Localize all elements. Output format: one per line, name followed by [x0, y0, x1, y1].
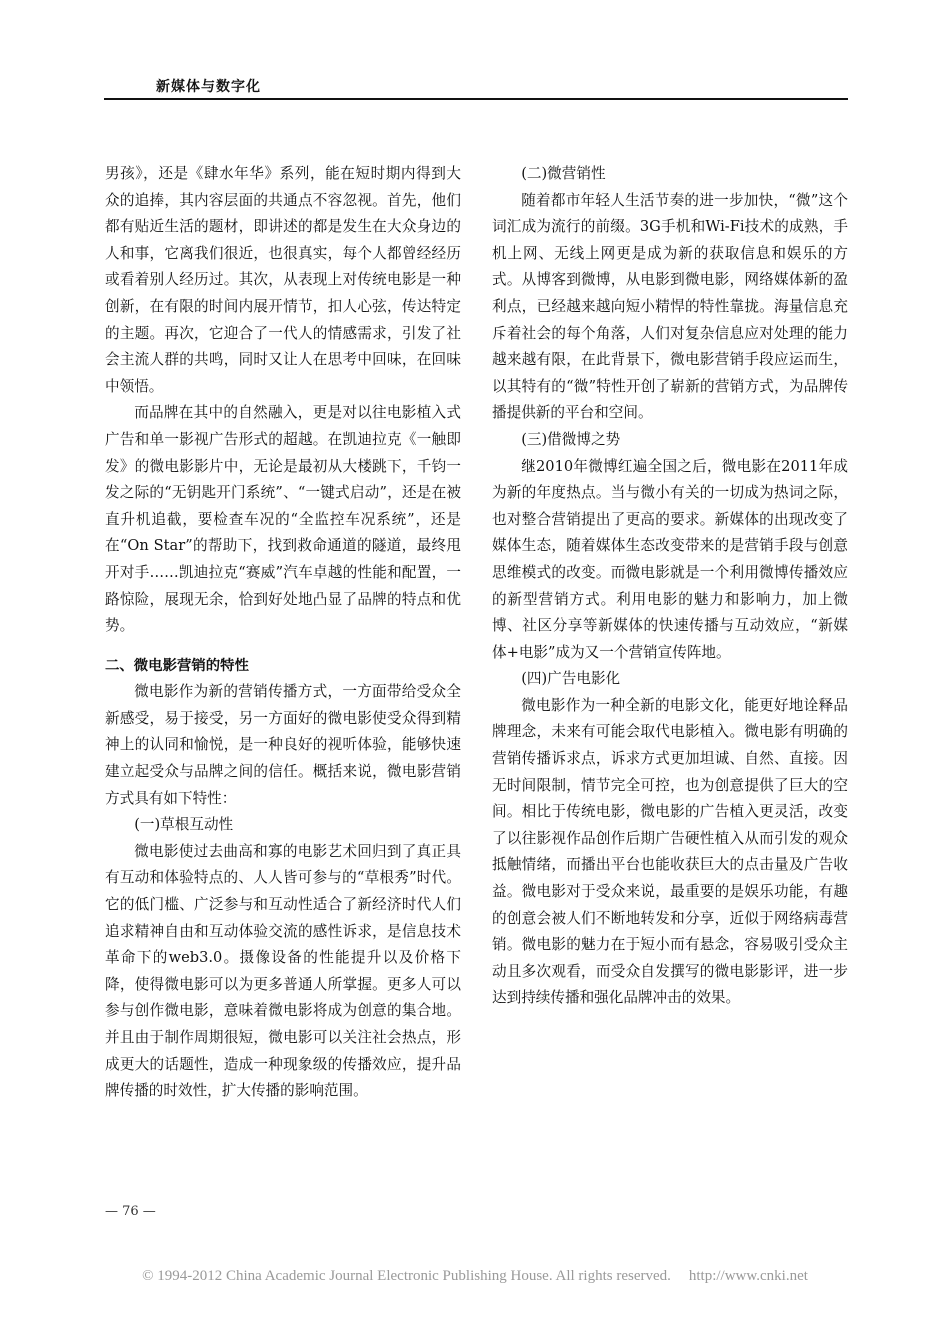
subsection-heading: (三)借微博之势	[521, 430, 621, 448]
copyright-text: © 1994-2012 China Academic Journal Electronic Publishing House. All rights reserved.	[142, 1268, 671, 1284]
journal-section-title: 新媒体与数字化	[156, 79, 261, 95]
page-number: — 76 —	[105, 1204, 156, 1219]
running-header	[104, 72, 848, 100]
right-column	[492, 161, 848, 1012]
paragraph: 微电影作为新的营销传播方式，一方面带给受众全新感受，易于接受，另一方面好的微电影使受众得到精神上的认同和愉悦，是一种良好的视听体验，能够快速建立起受众与品牌之间的信任。概括来说，微电影营销方式具有如下特性：	[105, 683, 461, 807]
subsection-heading: (二)微营销性	[521, 165, 606, 182]
paragraph: 微电影作为一种全新的电影文化，能更好地诠释品牌理念，未来有可能会取代电影植入。微电影有明确的营销传播诉求点，诉求方式更加坦诚、自然、直接。因无时间限制，情节完全可控，也为创意提供了巨大的空间。相比于传统电影，微电影的广告植入更灵活，改变了以往影视作品创作后期广告硬性植入从而引发的观众抵触情绪，而播出平台也能收获巨大的点击量及广告收益。微电影对于受众来说，最重要的是娱乐功能，有趣的创意会被人们不断地转发和分享，近似于网络病毒营销。微电影的魅力在于短小而有悬念，容易吸引受众主动且多次观看，而受众自发撰写的微电影影评，进一步达到持续传播和强化品牌冲击的效果。	[492, 696, 848, 1007]
subsection-heading: (四)广告电影化	[521, 670, 621, 688]
left-column	[105, 161, 461, 1105]
copyright-footer	[0, 1268, 950, 1285]
paragraph: 随着都市年轻人生活节奏的进一步加快，“微”这个词汇成为流行的前缀。3G手机和Wi-Fi技术的成熟，手机上网、无线上网更是成为新的获取信息和娱乐的方式。从博客到微博，从电影到微电影，网络媒体新的盈利点，已经越来越向短小精悍的特性靠拢。海量信息充斥着社会的每个角落，人们对复杂信息应对处理的能力越来越有限，在此背景下，微电影营销手段应运而生，以其特有的“微”特性开创了崭新的营销方式，为品牌传播提供新的平台和空间。	[492, 191, 848, 422]
paragraph: 男孩》，还是《肆水年华》系列，能在短时期内得到大众的追捧，其内容层面的共通点不容忽视。首先，他们都有贴近生活的题材，即讲述的都是发生在大众身边的人和事，它离我们很近，也很真实，每个人都曾经经历或看着别人经历过。其次，从表现上对传统电影是一种创新，在有限的时间内展开情节，扣人心弦，传达特定的主题。再次，它迎合了一代人的情感需求，引发了社会主流人群的共鸣，同时又让人在思考中回味，在回味中领悟。	[105, 165, 461, 395]
footer-url[interactable]: http://www.cnki.net	[688, 1268, 808, 1284]
paragraph: 微电影使过去曲高和寡的电影艺术回归到了真正具有互动和体验特点的、人人皆可参与的“草根秀”时代。它的低门槛、广泛参与和互动性适合了新经济时代人们追求精神自由和互动体验交流的感性诉求，是信息技术革命下的web3.0。摄像设备的性能提升以及价格下降，使得微电影可以为更多普通人所掌握。更多人可以参与创作微电影，意味着微电影将成为创意的集合地。并且由于制作周期很短，微电影可以关注社会热点，形成更大的话题性，造成一种现象级的传播效应，提升品牌传播的时效性，扩大传播的影响范围。	[105, 842, 461, 1100]
paragraph: 而品牌在其中的自然融入，更是对以往电影植入式广告和单一影视广告形式的超越。在凯迪拉克《一触即发》的微电影影片中，无论是最初从大楼跳下，千钧一发之际的“无钥匙开门系统”、“一键式启动”，还是在被直升机追截，要检查车况的“全监控车况系统”，还是在“On Star”的帮助下，找到救命通道的隧道，最终甩开对手……凯迪拉克“赛威”汽车卓越的性能和配置，一路惊险，展现无余，恰到好处地凸显了品牌的特点和优势。	[105, 404, 461, 635]
subsection-heading: (一)草根互动性	[134, 816, 234, 834]
paragraph: 继2010年微博红遍全国之后，微电影在2011年成为新的年度热点。当与微小有关的一切成为热词之际，也对整合营销提出了更高的要求。新媒体的出现改变了媒体生态，随着媒体生态改变带来的是营销手段与创意思维模式的改变。而微电影就是一个利用微博传播效应的新型营销方式。利用电影的魅力和影响力，加上微博、社区分享等新媒体的快速传播与互动效应，“新媒体+电影”成为又一个营销宣传阵地。	[492, 457, 848, 661]
section-heading: 二、微电影营销的特性	[105, 657, 249, 674]
